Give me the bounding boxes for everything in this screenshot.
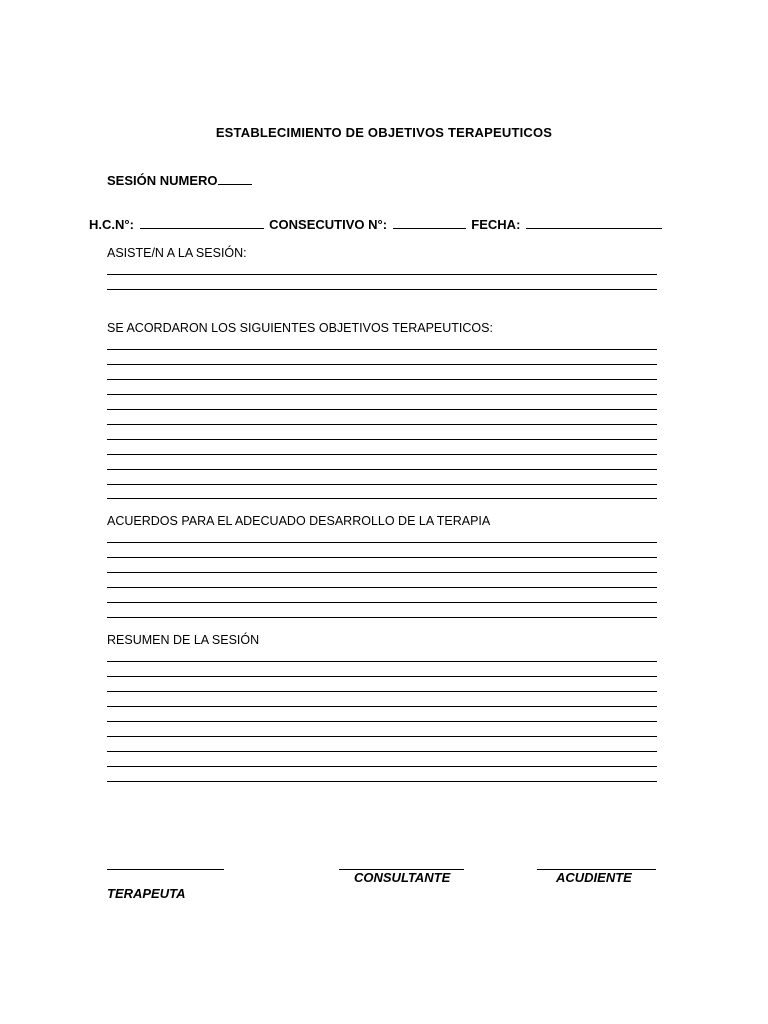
answer-line[interactable] [107, 617, 657, 618]
answer-line[interactable] [107, 498, 657, 499]
answer-line[interactable] [107, 572, 657, 573]
answer-line[interactable] [107, 394, 657, 395]
answer-line[interactable] [107, 661, 657, 662]
answer-line[interactable] [107, 602, 657, 603]
answer-line[interactable] [107, 289, 657, 290]
consecutivo-label: CONSECUTIVO N°: [269, 217, 388, 232]
answer-line[interactable] [107, 274, 657, 275]
answer-line[interactable] [107, 721, 657, 722]
answer-line[interactable] [107, 766, 657, 767]
hcn-field[interactable] [140, 217, 264, 229]
document-title: ESTABLECIMIENTO DE OBJETIVOS TERAPEUTICOS [215, 125, 553, 140]
session-number-row [107, 173, 254, 188]
session-number-label: SESIÓN NUMERO [107, 173, 218, 188]
answer-line[interactable] [107, 454, 657, 455]
answer-line[interactable] [107, 542, 657, 543]
answer-line[interactable] [107, 469, 657, 470]
fecha-field[interactable] [526, 217, 662, 229]
answer-line[interactable] [107, 676, 657, 677]
answer-line[interactable] [107, 706, 657, 707]
agreements-heading: ACUERDOS PARA EL ADECUADO DESARROLLO DE LA TERAPIA [107, 514, 491, 528]
answer-line[interactable] [107, 424, 657, 425]
answer-line[interactable] [107, 557, 657, 558]
consultant-label: CONSULTANTE [354, 870, 451, 885]
answer-line[interactable] [107, 736, 657, 737]
consecutivo-field[interactable] [393, 217, 466, 229]
answer-line[interactable] [107, 484, 657, 485]
summary-heading: RESUMEN DE LA SESIÓN [107, 633, 260, 647]
answer-line[interactable] [107, 439, 657, 440]
therapist-signature-line[interactable] [107, 869, 224, 870]
answer-line[interactable] [107, 364, 657, 365]
answer-line[interactable] [107, 409, 657, 410]
answer-line[interactable] [107, 781, 657, 782]
fecha-label: FECHA: [471, 217, 521, 232]
answer-line[interactable] [107, 691, 657, 692]
hcn-label: H.C.N°: [89, 217, 134, 232]
attendees-heading: ASISTE/N A LA SESIÓN: [107, 246, 247, 260]
answer-line[interactable] [107, 379, 657, 380]
session-number-field[interactable] [218, 173, 252, 185]
guardian-label: ACUDIENTE [556, 870, 632, 885]
therapist-label: TERAPEUTA [107, 886, 186, 901]
answer-line[interactable] [107, 349, 657, 350]
header-fields-row [89, 217, 664, 232]
objectives-heading: SE ACORDARON LOS SIGUIENTES OBJETIVOS TERAPEUTICOS: [107, 321, 493, 335]
answer-line[interactable] [107, 751, 657, 752]
answer-line[interactable] [107, 587, 657, 588]
